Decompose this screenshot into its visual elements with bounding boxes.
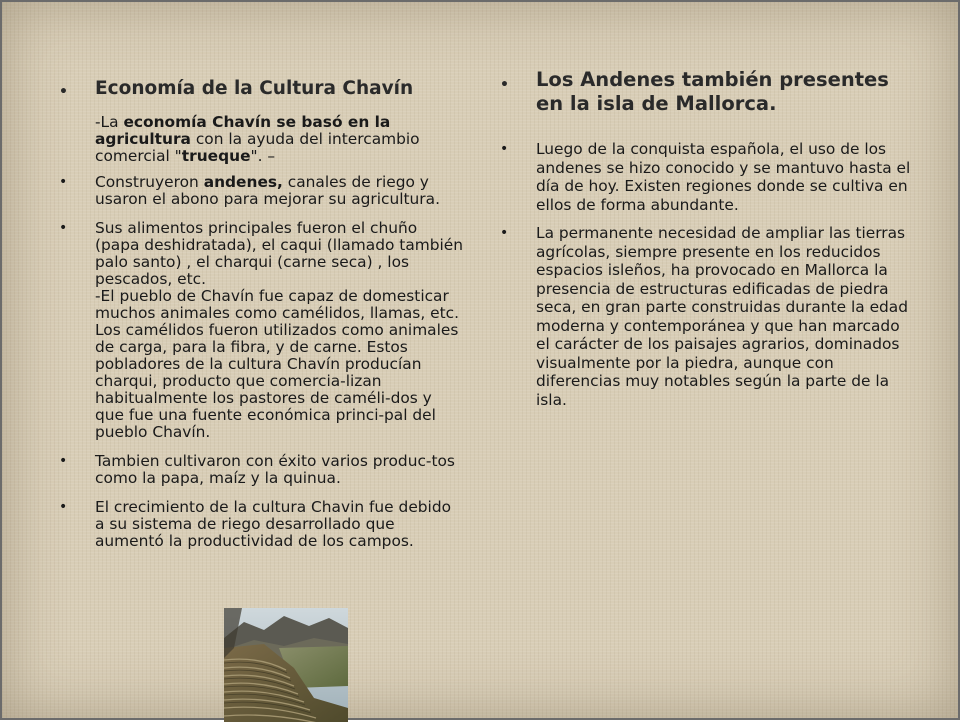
intro-prefix: -La [95, 113, 124, 131]
bullet: • [59, 220, 68, 236]
right-heading [500, 68, 916, 116]
item1-prefix: Construyeron [95, 173, 204, 191]
terraces-photo [224, 608, 348, 722]
item3-text: Tambien cultivaron con éxito varios produc-tos como la papa, maíz y la quinua. [95, 452, 455, 487]
bullet: • [59, 174, 68, 190]
left-heading [59, 78, 465, 100]
terraces-photo-image [224, 608, 348, 722]
item4-text: El crecimiento de la cultura Chavin fue debido a su sistema de riego desarrollado que aumentó la productividad de los campos. [95, 498, 452, 550]
intro-paragraph [95, 114, 465, 165]
bullet: • [500, 225, 509, 241]
right-item2-text: La permanente necesidad de ampliar las tierras agrícolas, siempre presente en los reducidos espacios isleños, ha provocado en Mallorca la presencia de estructuras edificadas de piedra seca, en gran parte construidas durante la edad moderna y contemporánea y que han marcado el carácter de los paisajes agrarios, dominados visualmente por la piedra, aunque con diferencias muy notables según la parte de la isla. [536, 224, 909, 409]
list-item [59, 173, 465, 208]
list-item [59, 452, 465, 487]
intro-text [95, 114, 465, 165]
right-column [500, 68, 916, 419]
list-item [500, 140, 916, 214]
left-column [59, 78, 465, 562]
list-item [59, 219, 465, 441]
item2-para1: Sus alimentos principales fueron el chuño (papa deshidratada), el caqui (llamado también palo santo) , el charqui (carne seca) , los pescados, etc. [95, 219, 464, 288]
bullet: • [500, 141, 509, 157]
bullet: • [500, 77, 509, 93]
right-heading-text: Los Andenes también presentes en la isla de Mallorca. [536, 68, 889, 115]
bullet: • [59, 453, 68, 469]
intro-bold: economía Chavín se basó en la agricultura [95, 113, 391, 148]
item1-suffix: canales de riego y usaron el abono para mejorar su agricultura. [95, 173, 440, 208]
right-item1-text: Luego de la conquista española, el uso de los andenes se hizo conocido y se mantuvo hasta el día de hoy. Existen regiones donde se cultiva en ellos de forma abundante. [536, 140, 911, 214]
list-item [59, 498, 465, 550]
intro-suffix: ". – [250, 147, 276, 165]
item1-bold: andenes, [203, 173, 283, 191]
intro-middle: con la ayuda del intercambio comercial " [95, 130, 420, 165]
left-heading-text: Economía de la Cultura Chavín [95, 78, 414, 99]
list-item [500, 224, 916, 409]
item2-para2: -El pueblo de Chavín fue capaz de domesticar muchos animales como camélidos, llamas, etc. Los camélidos fueron utilizados como animales de carga, para la fibra, y de carne. Estos pobladores de la cultura Chavín producían charqui, producto que comercia-lizan habitualmente los pastores de caméli-dos y que fue una fuente económica princi-pal del pueblo Chavín. [95, 287, 459, 441]
intro-bold-trueque: trueque [181, 147, 251, 165]
bullet: • [59, 84, 68, 100]
bullet: • [59, 499, 68, 515]
